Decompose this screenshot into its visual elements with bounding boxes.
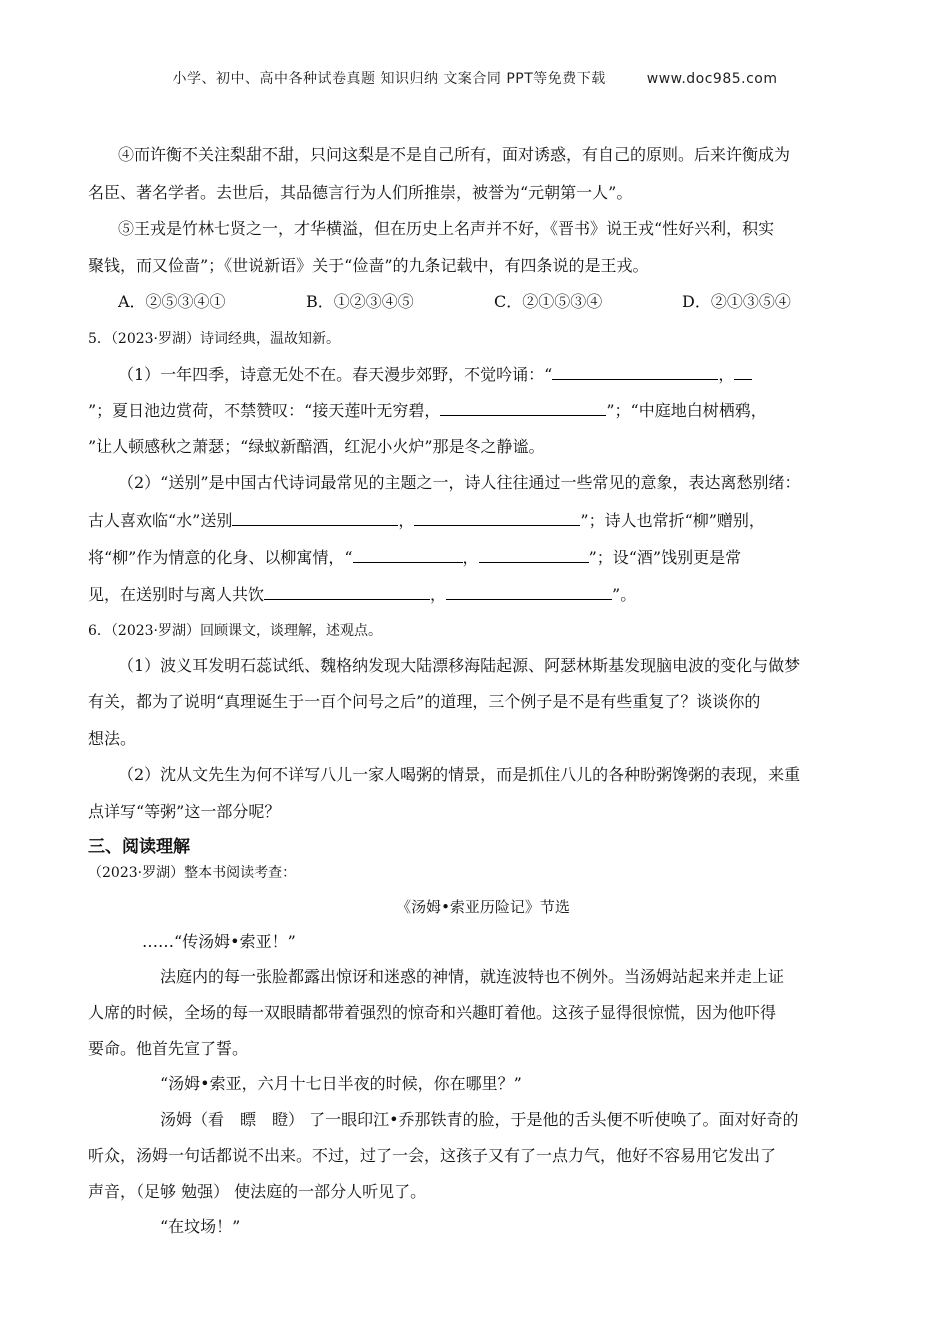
q5-part1-text: （1）一年四季，诗意无处不在。春天漫步郊野，不觉吟诵：“	[118, 365, 553, 384]
answer-blank[interactable]	[734, 363, 752, 380]
header-text: 小学、初中、高中各种试卷真题 知识归纳 文案合同 PPT等免费下载	[172, 71, 606, 87]
q6-title: 6．（2023·罗湖）回顾课文，谈理解，述观点。	[88, 623, 382, 639]
q4-paragraph5-line1: ⑤王戎是竹林七贤之一，才华横溢，但在历史上名声并不好，《晋书》说王戎“性好兴利，积实	[118, 219, 775, 238]
passage-line: 声音，（足够 勉强） 使法庭的一部分人听见了。	[88, 1182, 427, 1201]
answer-blank[interactable]	[440, 399, 606, 416]
option-d[interactable]: D．②①③⑤④	[682, 292, 791, 311]
q4-options	[118, 291, 878, 313]
q4-paragraph4-line1: ④而许衡不关注梨甜不甜，只问这梨是不是自己所有，面对诱惑，有自己的原则。后来许衡成为	[118, 145, 791, 164]
answer-blank[interactable]	[479, 546, 589, 563]
passage-title: 《汤姆•索亚历险记》节选	[396, 898, 570, 916]
q6-part2-line2: 点详写“等粥”这一部分呢？	[88, 802, 281, 821]
q5-water-text: 古人喜欢临“水”送别	[88, 511, 233, 530]
passage-line: 人席的时候，全场的每一双眼睛都带着强烈的惊奇和兴趣盯着他。这孩子显得很惊慌，因为他吓得	[88, 1003, 777, 1022]
answer-blank[interactable]	[414, 509, 580, 526]
q5-willow-sentiment-text: 将“柳”作为情意的化身、以柳寓情，“	[88, 548, 353, 567]
q6-part1-line1: （1）波义耳发明石蕊试纸、魏格纳发现大陆漂移海陆起源、阿瑟林斯基发现脑电波的变化与做梦	[118, 656, 801, 675]
page-header	[0, 68, 950, 88]
q5-drink-text: 见，在送别时与离人共饮	[88, 585, 265, 604]
passage-line: ……“传汤姆•索亚！”	[142, 932, 296, 951]
q5-part1-line2	[88, 399, 878, 422]
header-url[interactable]: www.doc985.com	[646, 71, 778, 87]
q5-part2-line2	[88, 509, 878, 532]
option-b[interactable]: B．①②③④⑤	[306, 292, 414, 311]
q6-part1-line3: 想法。	[88, 729, 137, 748]
q5-part1-line3: ”让人顿感秋之萧瑟；“绿蚁新醅酒，红泥小火炉”那是冬之静谧。	[88, 437, 545, 456]
option-a[interactable]: A．②⑤③④①	[118, 292, 226, 311]
passage-line: 法庭内的每一张脸都露出惊讶和迷惑的神情，就连波特也不例外。当汤姆站起来并走上证	[160, 967, 785, 986]
option-c[interactable]: C．②①⑤③④	[494, 292, 603, 311]
q5-autumn-text: ”；“中庭地白树栖鸦，	[606, 401, 767, 420]
q5-willow-text: ”；诗人也常折“柳”赠别，	[580, 511, 765, 530]
q5-part1-line1	[118, 363, 878, 386]
comma: ，	[398, 511, 415, 530]
passage-line: 听众，汤姆一句话都说不出来。不过，过了一会，这孩子又有了一点力气，他好不容易用它发出了	[88, 1146, 777, 1165]
answer-blank[interactable]	[552, 363, 718, 380]
q5-wine-text: ”；设“酒”饯别更是常	[588, 548, 742, 567]
q6-part2-line1: （2）沈从文先生为何不详写八儿一家人喝粥的情景，而是抓住八儿的各种盼粥馋粥的表现，来重	[118, 765, 801, 784]
q5-part2-line4	[88, 583, 878, 606]
passage-line: 汤姆（看 瞟 瞪） 了一眼印江•乔那铁青的脸，于是他的舌头便不听使唤了。面对好奇的	[160, 1110, 799, 1129]
q5-title: 5．（2023·罗湖）诗词经典，温故知新。	[88, 331, 340, 347]
q6-part1-line2: 有关，都为了说明“真理诞生于一百个问号之后”的道理，三个例子是不是有些重复了？谈谈你的	[88, 692, 761, 711]
section-intro: （2023·罗湖）整本书阅读考查：	[88, 865, 297, 881]
comma: ，	[462, 548, 479, 567]
passage-line: 要命。他首先宣了誓。	[88, 1039, 249, 1058]
answer-blank[interactable]	[264, 583, 430, 600]
passage-line: “汤姆•索亚，六月十七日半夜的时候，你在哪里？”	[160, 1074, 522, 1093]
q4-paragraph5-line2: 聚钱，而又俭啬”；《世说新语》关于“俭啬”的九条记载中，有四条说的是王戎。	[88, 256, 649, 275]
passage-line: “在坟场！”	[160, 1217, 241, 1236]
comma: ，	[718, 365, 735, 384]
answer-blank[interactable]	[446, 583, 612, 600]
answer-blank[interactable]	[232, 509, 398, 526]
section-heading: 三、阅读理解	[88, 837, 190, 857]
answer-blank[interactable]	[353, 546, 463, 563]
closing-quote: ”。	[612, 585, 637, 604]
q4-paragraph4-line2: 名臣、著名学者。去世后，其品德言行为人们所推崇，被誉为“元朝第一人”。	[88, 183, 633, 202]
q5-part2-line1: （2）“送别”是中国古代诗词最常见的主题之一，诗人往往通过一些常见的意象，表达离愁别绪：	[118, 473, 801, 492]
comma: ，	[430, 585, 447, 604]
q5-part2-line3	[88, 546, 878, 569]
q5-summer-text: ”；夏日池边赏荷，不禁赞叹：“接天莲叶无穷碧，	[88, 401, 441, 420]
